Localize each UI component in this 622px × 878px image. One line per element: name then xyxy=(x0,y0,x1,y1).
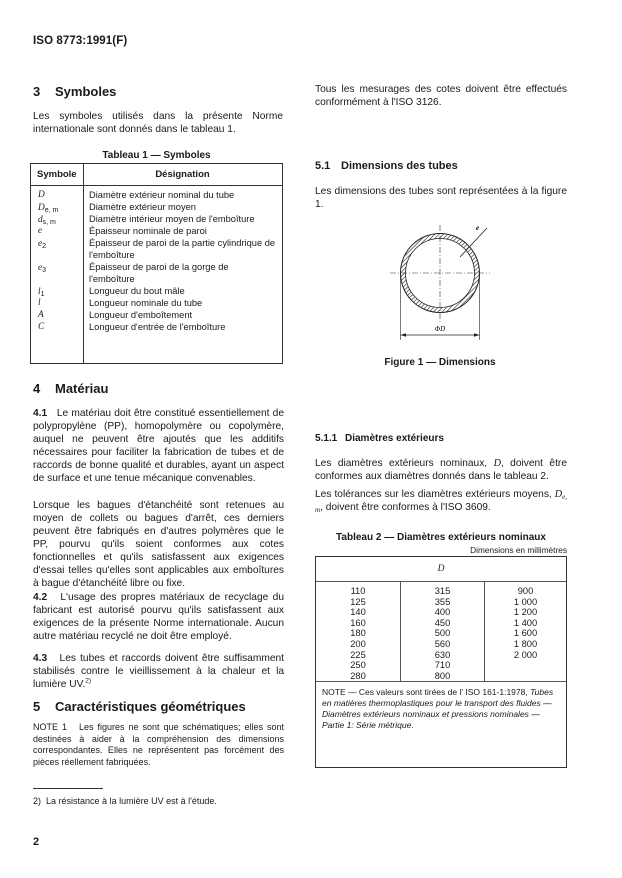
symbol-cell xyxy=(38,238,80,251)
diameter-value: 225 xyxy=(350,649,366,660)
header-designation: Désignation xyxy=(155,169,210,180)
section-title: Dimensions des tubes xyxy=(341,160,458,172)
designation-cell: Diamètre extérieur nominal du tube xyxy=(89,190,235,200)
symbol-cell xyxy=(38,286,80,299)
table-1-caption: Tableau 1 — Symboles xyxy=(102,150,211,161)
text: , doivent être conformes à l'ISO 3609. xyxy=(320,502,491,513)
clause-number: 4.1 xyxy=(33,408,48,419)
document-id: ISO 8773:1991(F) xyxy=(33,35,128,47)
note-source: NOTE — Ces valeurs sont tirées de l' ISO 161-1:1978, xyxy=(322,687,528,697)
section-number: 5.1 xyxy=(315,160,331,172)
diameter-value: 1 800 xyxy=(513,638,538,649)
section-4-heading xyxy=(33,381,108,396)
diameter-value: 280 xyxy=(350,670,366,681)
designation-cell: Épaisseur nominale de paroi xyxy=(89,226,207,236)
symbol: d xyxy=(38,215,43,225)
diameter-value: 200 xyxy=(350,638,366,649)
note-end: . xyxy=(411,720,414,730)
symbol-subscript: 2 xyxy=(42,243,47,250)
footnote-number: 2) xyxy=(33,796,42,806)
table-header xyxy=(316,557,566,582)
note-label: NOTE 1 xyxy=(33,722,67,732)
diameter-value: 355 xyxy=(434,596,451,607)
paragraph-4-1 xyxy=(33,407,284,485)
label-diameter: ΦD xyxy=(434,325,446,333)
table-header xyxy=(31,164,282,186)
arrowhead-right xyxy=(474,333,480,337)
section-title: Diamètres extérieurs xyxy=(345,433,444,444)
diameter-value: 800 xyxy=(434,670,451,681)
symbol: e xyxy=(38,263,43,273)
footnote-separator xyxy=(33,788,103,789)
symbol: D xyxy=(554,489,563,500)
column-3 xyxy=(484,581,566,681)
note-text: Les figures ne sont que schématiques; elles sont destinées à aider à la compréhension des dimensions correspondantes. Elles ne représentent pas forcément des pièces réellement fabriquées. xyxy=(33,722,284,767)
symbol-cell: D xyxy=(38,190,45,200)
section-5-1-1-paragraph-1 xyxy=(315,457,567,483)
table-1-symbols xyxy=(30,163,283,364)
section-title: Caractéristiques géométriques xyxy=(55,699,246,714)
diameter-value: 250 xyxy=(350,660,366,671)
diameter-value: 1 200 xyxy=(513,607,538,618)
diameter-value: 2 000 xyxy=(513,649,538,660)
symbol-cell: l xyxy=(38,298,41,308)
text: Les diamètres extérieurs nominaux, xyxy=(315,458,488,469)
footnote-2 xyxy=(33,796,284,807)
diameter-value: 160 xyxy=(350,617,366,628)
paragraph-4-1-b: Lorsque les bagues d'étanchéité sont retenues au moyen de collets ou bagues d'arrêt, ces derniers peuvent être fabriqués en d'autres polymères que le PP, pourvu qu'ils soient conformes aux cotes fonctionnelles et qu'ils satisfassent aux exigences d'essai telles qu'elles sont applicables aux emboîtures à bague d'étanchéité libre ou fixe. xyxy=(33,500,284,589)
section-5-heading xyxy=(33,699,246,714)
diameter-value: 710 xyxy=(434,660,451,671)
diameter-value: 900 xyxy=(517,586,534,596)
designation-cell: Longueur nominale du tube xyxy=(89,298,203,308)
symbol: D xyxy=(38,203,45,213)
symbol: l xyxy=(38,287,41,297)
note-separator xyxy=(316,681,566,682)
section-title: Symboles xyxy=(55,84,117,99)
section-5-1-1-heading xyxy=(315,433,444,444)
footnote-text: La résistance à la lumière UV est à l'étude. xyxy=(46,796,217,806)
symbol-cell xyxy=(38,214,80,227)
section-5-1-heading xyxy=(315,160,458,172)
column-divider xyxy=(83,164,84,363)
section-3-intro: Les symboles utilisés dans la présente Norme internationale sont donnés dans le tableau 1. xyxy=(33,111,283,135)
symbol-cell xyxy=(38,202,80,215)
diameter-value: 400 xyxy=(434,607,451,618)
table-2-caption: Tableau 2 — Diamètres extérieurs nominaux xyxy=(336,532,546,543)
designation-cell: Longueur d'entrée de l'emboîture xyxy=(89,322,226,332)
arrowhead-left xyxy=(401,333,407,337)
paragraph-4-2 xyxy=(33,591,284,643)
diameter-value: 110 xyxy=(350,586,366,596)
diameter-value: 1 000 xyxy=(513,596,538,607)
designation-cell: Diamètre extérieur moyen xyxy=(89,202,196,212)
designation-cell: Longueur du bout mâle xyxy=(89,286,185,296)
section-5-1-text: Les dimensions des tubes sont représentées à la figure 1. xyxy=(315,186,567,210)
symbol-subscript: 1 xyxy=(40,291,45,298)
text: Les tolérances sur les diamètres extérieurs moyens, xyxy=(315,489,552,500)
table-2-units: Dimensions en millimètres xyxy=(470,545,567,555)
diameter-value: 180 xyxy=(350,628,366,639)
symbol: e xyxy=(38,239,43,249)
clause-number: 4.2 xyxy=(33,592,48,603)
text: , doivent être conformes aux diamètres donnés dans le tableau 2. xyxy=(315,458,567,482)
symbol-cell: C xyxy=(38,322,45,332)
section-3-heading xyxy=(33,84,116,99)
diameter-value: 315 xyxy=(434,586,451,596)
symbol-cell: e xyxy=(38,226,43,236)
section-number: 3 xyxy=(33,84,41,99)
diameter-value: 1 400 xyxy=(513,617,538,628)
column-2 xyxy=(400,581,484,681)
section-number: 5.1.1 xyxy=(315,433,338,444)
clause-text: L'usage des propres matériaux de recyclage du fabricant est autorisé pourvu qu'ils satisfassent aux exigences de la présente Norme internationale. Aucun autre matériau recyclé ne doit être employé. xyxy=(33,592,284,642)
figure-1-tube-cross-section xyxy=(390,215,510,350)
section-title: Matériau xyxy=(55,381,109,396)
diameter-value: 140 xyxy=(350,607,366,618)
note-1 xyxy=(33,722,284,768)
symbol-cell xyxy=(38,262,80,275)
symbol-d: D xyxy=(493,458,501,469)
diameter-value: 560 xyxy=(434,638,451,649)
diameter-value: 125 xyxy=(350,596,366,607)
label-e: e xyxy=(476,224,480,232)
diameter-value: 500 xyxy=(434,628,451,639)
section-number: 5 xyxy=(33,699,41,714)
column-1 xyxy=(316,581,400,681)
section-5-1-1-paragraph-2 xyxy=(315,488,567,514)
header-d: D xyxy=(437,564,445,574)
symbol-subscript: s, m xyxy=(42,219,56,226)
measurement-intro: Tous les mesurages des cotes doivent être effectués conformément à l'ISO 3126. xyxy=(315,84,567,108)
symbol-subscript: 3 xyxy=(42,267,47,274)
figure-1-caption: Figure 1 — Dimensions xyxy=(384,357,496,368)
note-title: Tubes en matières thermoplastiques pour le transport des fluides — Diamètres extérieurs nominaux et pressions nominales — Partie 1: Série métrique xyxy=(322,687,554,730)
diameter-value: 630 xyxy=(434,649,451,660)
table-2-outer-diameters xyxy=(315,556,567,768)
symbol-cell: A xyxy=(38,310,44,320)
clause-number: 4.3 xyxy=(33,653,48,664)
subscript: e, m xyxy=(315,493,567,514)
header-symbol: Symbole xyxy=(37,169,77,180)
designation-cell: Longueur d'emboîtement xyxy=(89,310,193,320)
paragraph-4-3 xyxy=(33,652,284,691)
footnote-reference[interactable]: 2) xyxy=(85,677,92,685)
designation-cell: Épaisseur de paroi de la gorge de l'emboîture xyxy=(89,262,229,284)
symbol-subscript: e, m xyxy=(44,207,59,214)
clause-text: Les tubes et raccords doivent être suffisamment stabilisés contre le vieillissement à la chaleur et la lumière UV. xyxy=(33,653,284,690)
table-2-note xyxy=(322,687,560,731)
designation-cell: Diamètre intérieur moyen de l'emboîture xyxy=(89,214,255,224)
designation-cell: Épaisseur de paroi de la partie cylindrique de l'emboîture xyxy=(89,238,276,260)
diameter-value: 1 600 xyxy=(513,628,538,639)
section-number: 4 xyxy=(33,381,41,396)
diameter-value: 450 xyxy=(434,617,451,628)
clause-text: Le matériau doit être constitué essentiellement de polypropylène (PP), homopolymère ou copolymère, auquel ne peuvent être ajoutés que les additifs nécessaires pour faciliter la fabrication de tubes et de raccords de bonne qualité et durables, ayant un aspect de surface et une tenue mécanique convenables. xyxy=(33,408,284,484)
page-number: 2 xyxy=(33,836,40,848)
